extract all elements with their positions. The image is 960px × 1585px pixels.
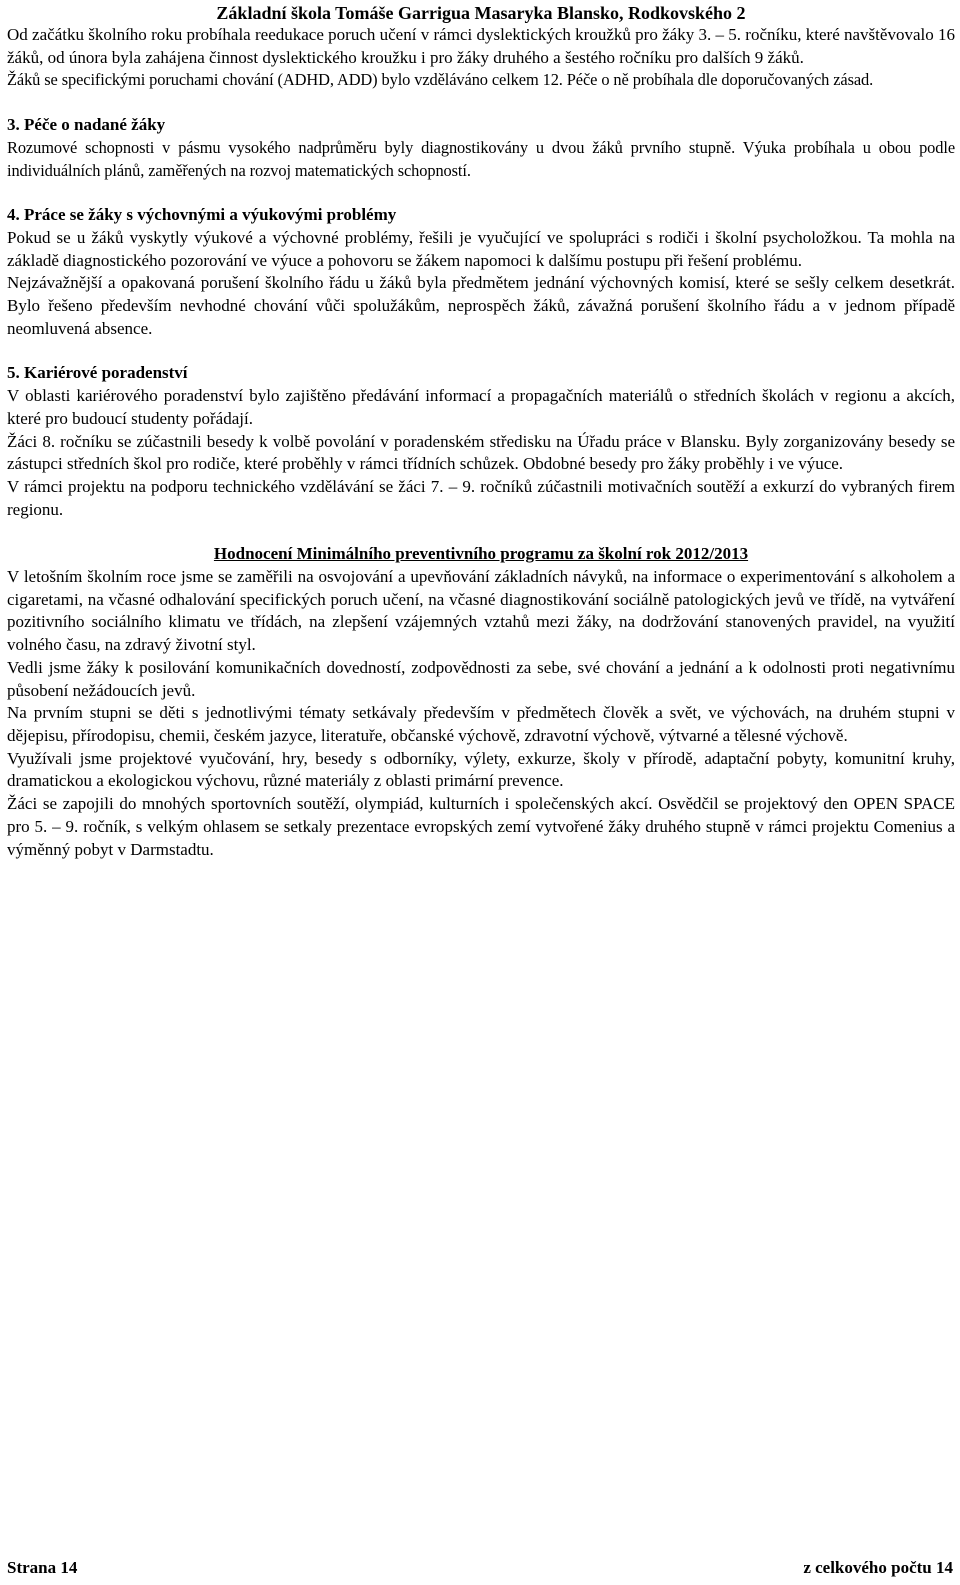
section-heading: 4. Práce se žáky s výchovnými a výukovými problémy: [7, 205, 397, 225]
page-footer: [7, 1557, 953, 1579]
paragraph: Žáci se zapojili do mnohých sportovních soutěží, olympiád, kulturních i společenských akcí. Osvědčil se projektový den OPEN SPACE pro 5. – 9. ročník, s velkým ohlasem se setkaly prezentace evropských zemí vytvořené žáky druhého stupně v rámci projektu Comenius a výměnný pobyt v Darmstadtu.: [7, 794, 955, 859]
paragraph: V oblasti kariérového poradenství bylo zajištěno předávání informací a propagačních materiálů o středních školách v regionu a akcích, které pro budoucí studenty pořádají.: [7, 386, 955, 428]
paragraph: V rámci projektu na podporu technického vzdělávání se žáci 7. – 9. ročníků zúčastnili motivačních soutěží a exkurzí do vybraných firem regionu.: [7, 476, 955, 519]
paragraph: Rozumové schopnosti v pásmu vysokého nadprůměru byly diagnostikovány u dvou žáků prvního stupně. Výuka probíhala u obou podle individuálních plánů, zaměřených na rozvoj matematických schopností.: [7, 137, 955, 180]
paragraph: Vedli jsme žáky k posilování komunikačních dovedností, zodpovědnosti za sebe, své chování a jednání a k odolnosti proti negativnímu působení nežádoucích jevů.: [7, 657, 955, 700]
page-number: Strana 14: [7, 1558, 78, 1577]
paragraph: Žáci 8. ročníku se zúčastnili besedy k volbě povolání v poradenském středisku na Úřadu práce v Blansku. Byly zorganizovány besedy se zástupci středních škol pro rodiče, které proběhly v rámci třídních schůzek. Obdobné besedy pro žáky proběhly i ve výuce.: [7, 431, 955, 474]
document-page: [7, 0, 955, 861]
paragraph: Nejzávažnější a opakovaná porušení školního řádu u žáků byla předmětem jednání výchovných komisí, které se sešly celkem desetkrát. Bylo řešeno především nevhodné chování vůči spolužákům, neprospěch žáků, závažná porušení školního řádu a v jednom případě neomluvená absence.: [7, 273, 955, 338]
page-total: z celkového počtu 14: [803, 1558, 953, 1577]
section-heading: 3. Péče o nadané žáky: [7, 115, 166, 135]
paragraph: Na prvním stupni se děti s jednotlivými tématy setkávaly především v předmětech člověk a svět, ve výchovách, na druhém stupni v dějepisu, přírodopisu, chemii, českém jazyce, literatuře, občanské výchově, zdravotní výchově, výtvarné a tělesné výchově.: [7, 703, 955, 745]
paragraph: Od začátku školního roku probíhala reedukace poruch učení v rámci dyslektických kroužků pro žáky 3. – 5. ročníku, které navštěvovalo 16 žáků, od února byla zahájena činnost dyslektického kroužku i pro žáky druhého a šestého ročníku pro dalších 9 žáků.: [7, 25, 955, 67]
document-header: Základní škola Tomáše Garrigua Masaryka Blansko, Rodkovského 2: [216, 3, 746, 23]
section-title: Hodnocení Minimálního preventivního programu za školní rok 2012/2013: [213, 544, 749, 564]
paragraph: Využívali jsme projektové vyučování, hry, besedy s odborníky, výlety, exkurze, školy v přírodě, adaptační pobyty, komunitní kruhy, dramatickou a ekologickou výchovu, různé materiály z oblasti primární prevence.: [7, 748, 955, 791]
paragraph: Pokud se u žáků vyskytly výukové a výchovné problémy, řešili je vyučující ve spolupráci s rodiči i školní psycholožkou. Ta mohla na základě diagnostického pozorování ve výuce a pohovoru se žákem napomoci k dalšímu postupu při řešení problému.: [7, 227, 955, 270]
paragraph: V letošním školním roce jsme se zaměřili na osvojování a upevňování základních návyků, na informace o experimentování s alkoholem a cigaretami, na včasné odhalování specifických poruch učení, na včasné diagnostikování sociálně patologických jevů ve třídě, na vytváření pozitivního sociálního klimatu ve třídách, na zlepšení vzájemných vztahů mezi žáky, na dodržování stanovených pravidel, na využití volného času, na zdravý životní styl.: [7, 567, 955, 655]
section-heading: 5. Kariérové poradenství: [7, 363, 188, 383]
paragraph: Žáků se specifickými poruchami chování (ADHD, ADD) bylo vzděláváno celkem 12. Péče o ně probíhala dle doporučovaných zásad.: [7, 70, 874, 90]
